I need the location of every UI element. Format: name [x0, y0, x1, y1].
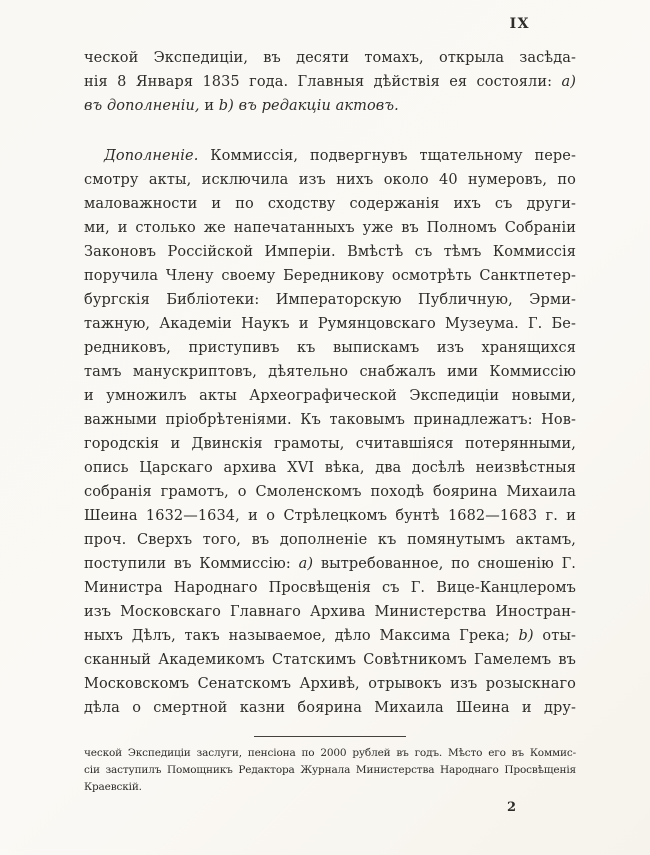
footnote-line: ческой Экспедиціи заслуги, пенсіона по 2000 рублей въ годъ. Мѣсто его въ Коммис- — [84, 747, 576, 759]
text-line: собранія грамотъ, о Смоленскомъ походѣ боярина Михаила — [84, 484, 576, 500]
paragraph-1 — [84, 46, 576, 118]
text-line: маловажности и по сходству содержанія ихъ съ други- — [84, 196, 576, 212]
text-line: Министра Народнаго Просвѣщенія съ Г. Вице-Канцлеромъ — [84, 580, 576, 596]
text-line: Законовъ Россійской Имперіи. Вмѣстѣ съ тѣмъ Коммиссія — [84, 244, 576, 260]
italic-segment: b) въ редакціи актовъ. — [218, 98, 399, 114]
text-line: поручила Члену своему Бередникову осмотрѣть Санктпетер- — [84, 268, 576, 284]
footnote-line: сіи заступилъ Помощникъ Редактора Журнала Министерства Народнаго Просвѣщенія — [84, 764, 576, 776]
footnote — [84, 745, 576, 796]
text-line: важными пріобрѣтеніями. Къ таковымъ принадлежатъ: Нов- — [84, 412, 576, 428]
text-line: ческой Экспедиціи, въ десяти томахъ, открыла засѣда- — [84, 50, 576, 66]
italic-segment: Дополненіе. — [104, 148, 199, 164]
text-segment: Коммиссія, подвергнувъ тщательному пере- — [198, 148, 576, 164]
text-segment: вытребованное, по сношенію Г. — [313, 556, 577, 572]
italic-segment: a) — [298, 556, 314, 572]
text-line: бургскія Библіотеки: Императорскую Публичную, Эрми- — [84, 292, 576, 308]
text-line — [84, 552, 576, 576]
text-segment: ныхъ Дѣлъ, такъ называемое, дѣло Максима Грека; — [84, 628, 519, 644]
text-line: тажную, Академіи Наукъ и Румянцовскаго Музеума. Г. Бе- — [84, 316, 576, 332]
italic-segment: въ дополненіи, — [84, 98, 200, 114]
text-line — [84, 70, 576, 94]
text-line — [84, 624, 576, 648]
paragraph-2 — [84, 144, 576, 720]
text-line — [84, 144, 576, 168]
text-segment: оты- — [533, 628, 576, 644]
page-number: IX — [509, 16, 530, 32]
text-line: проч. Сверхъ того, въ дополненіе къ помянутымъ актамъ, — [84, 532, 576, 548]
footnote-separator — [254, 736, 406, 737]
text-line: изъ Московскаго Главнаго Архива Министерства Иностран- — [84, 604, 576, 620]
text-line: редниковъ, приступивъ къ выпискамъ изъ хранящихся — [84, 340, 576, 356]
text-line: опись Царскаго архива XVI вѣка, два досѣлѣ неизвѣстныя — [84, 460, 576, 476]
text-segment: и — [199, 98, 219, 114]
text-line — [84, 94, 576, 118]
text-line: Московскомъ Сенатскомъ Архивѣ, отрывокъ изъ розыскнаго — [84, 676, 576, 692]
text-line: смотру акты, исключила изъ нихъ около 40 нумеровъ, по — [84, 172, 576, 188]
text-line: городскія и Двинскія грамоты, считавшіяся потерянными, — [84, 436, 576, 452]
text-segment: поступили въ Коммиссію: — [84, 556, 299, 572]
text-line: дѣла о смертной казни боярина Михаила Шеина и дру- — [84, 700, 576, 716]
text-segment: нія 8 Января 1835 года. Главныя дѣйствія ея состояли: — [84, 74, 562, 90]
italic-segment: a) — [561, 74, 576, 90]
text-line: сканный Академикомъ Статскимъ Совѣтникомъ Гамелемъ въ — [84, 652, 576, 668]
italic-segment: b) — [518, 628, 534, 644]
text-line: тамъ манускриптовъ, дѣятельно снабжалъ ими Коммиссію — [84, 364, 576, 380]
text-line: и умножилъ акты Археографической Экспедиціи новыми, — [84, 388, 576, 404]
footnote-line: Краевскій. — [84, 781, 142, 793]
text-line: Шеина 1632—1634, и о Стрѣлецкомъ бунтѣ 1682—1683 г. и — [84, 508, 576, 524]
text-line: ми, и столько же напечатанныхъ уже въ Полномъ Собраніи — [84, 220, 576, 236]
signature-mark: 2 — [506, 800, 516, 815]
